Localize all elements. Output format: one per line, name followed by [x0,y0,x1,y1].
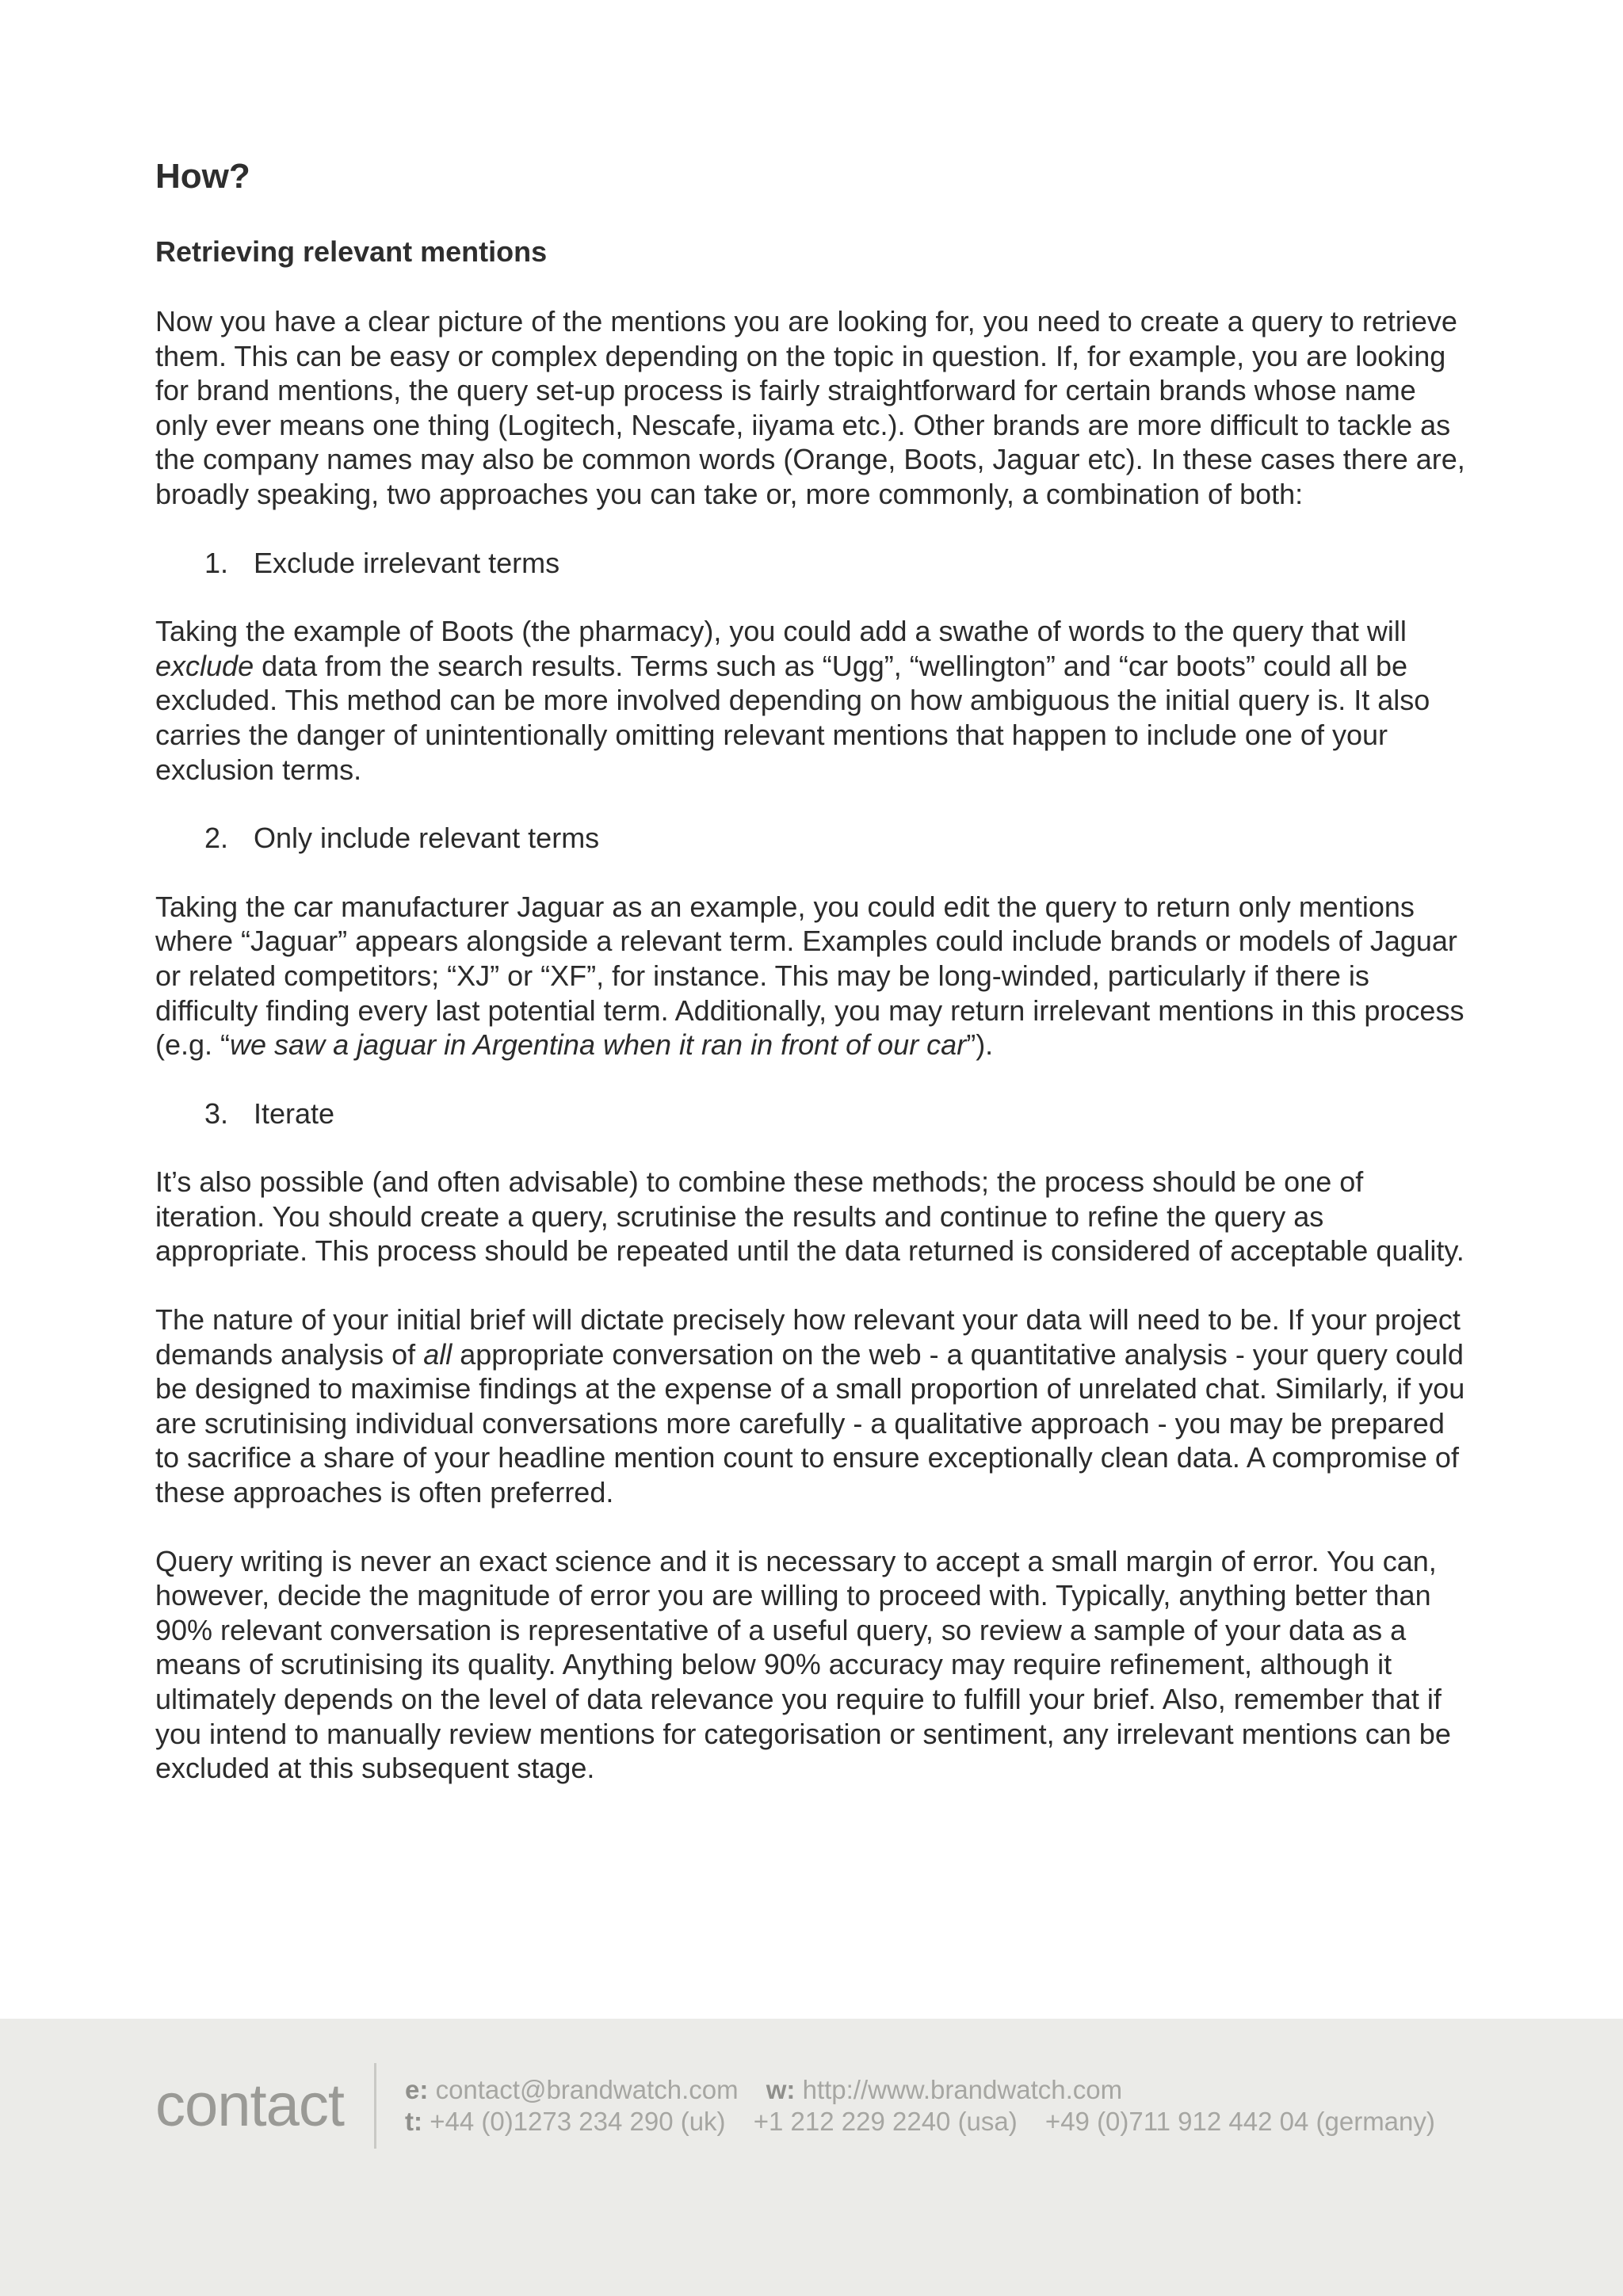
iterate-paragraph: It’s also possible (and often advisable) to combine these methods; the process should be one of iteration. You should create a query, scrutinise the results and continue to refine the query as appropriate. This process should be repeated until the data returned is considered of acceptable quality. [155,1165,1465,1268]
text-run: data from the search results. Terms such as “Ugg”, “wellington” and “car boots” could all be excluded. This method can be more involved depending on how ambiguous the initial query is. It also carries the danger of unintentionally omitting relevant mentions that happen to include one of your exclusion terms. [155,649,1430,786]
text-run: Taking the example of Boots (the pharmacy), you could add a swathe of words to the query that will [155,615,1407,648]
emphasis-text: all [423,1337,453,1371]
tel-usa: +1 212 229 2240 (usa) [753,2107,1018,2136]
contact-footer [0,2019,1623,2296]
numbered-item-2 [155,821,1471,856]
web-label: w: [766,2075,796,2104]
tel-label: t: [405,2107,423,2136]
accuracy-paragraph: Query writing is never an exact science and it is necessary to accept a small margin of error. You can, however, decide the magnitude of error you are willing to proceed with. Typically, anything better than 90% relevant conversation is representative of a useful query, so review a sample of your data as a means of scrutinising its quality. Anything below 90% accuracy may require refinement, although it ultimately depends on the level of data relevance you require to fulfill your brief. Also, remember that if you intend to manually review mentions for categorisation or sentiment, any irrelevant mentions can be excluded at this subsequent stage. [155,1544,1451,1785]
document-body [155,155,1471,1786]
tel-germany: +49 (0)711 912 442 04 (germany) [1044,2107,1435,2136]
item-number: 2. [204,822,229,855]
emphasis-text: exclude [155,649,254,682]
item-label: Iterate [254,1097,335,1130]
item-label: Only include relevant terms [254,822,600,855]
emphasis-text: we saw a jaguar in Argentina when it ran in front of our car [230,1028,967,1062]
page-heading: How? [155,157,250,196]
text-run: ”). [966,1028,994,1062]
item-label: Exclude irrelevant terms [254,546,560,579]
numbered-item-3 [155,1097,1471,1131]
item-number: 3. [204,1097,229,1130]
web-link[interactable]: http://www.brandwatch.com [802,2075,1123,2104]
section-subheading: Retrieving relevant mentions [155,235,548,268]
contact-details [405,2074,1435,2138]
text-run: Taking the car manufacturer Jaguar as an example, you could edit the query to return only mentions where “Jaguar” appears alongside a relevant term. Examples could include brands or models of Jaguar or related competitors; “XJ” or “XF”, for instance. This may be long-winded, particularly if there is difficulty finding every last potential term. Additionally, you may return irrelevant mentions in this process (e.g. “ [155,890,1465,1062]
footer-content [155,2063,1435,2149]
brief-paragraph [155,1302,1471,1510]
email-link[interactable]: contact@brandwatch.com [435,2075,739,2104]
item-number: 1. [204,546,229,579]
contact-logo-text: contact [155,2072,345,2139]
email-label: e: [405,2075,429,2104]
contact-line-email-web [405,2074,1435,2106]
text-run: appropriate conversation on the web - a quantitative analysis - your query could be designed to maximise findings at the expense of a small proportion of unrelated chat. Similarly, if you are scrutinising individual conversations more carefully - a qualitative approach - you may be prepared to sacrifice a share of your headline mention count to ensure exceptionally clean data. A compromise of these approaches is often preferred. [155,1337,1465,1509]
intro-paragraph: Now you have a clear picture of the mentions you are looking for, you need to create a query to retrieve them. This can be easy or complex depending on the topic in question. If, for example, you are looking for brand mentions, the query set-up process is fairly straightforward for certain brands whose name only ever means one thing (Logitech, Nescafe, iiyama etc.). Other brands are more difficult to tackle as the company names may also be common words (Orange, Boots, Jaguar etc). In these cases there are, broadly speaking, two approaches you can take or, more commonly, a combination of both: [155,305,1465,510]
include-paragraph [155,890,1471,1062]
footer-divider [374,2063,376,2149]
exclude-paragraph [155,614,1471,787]
tel-uk: +44 (0)1273 234 290 (uk) [430,2107,726,2136]
numbered-item-1 [155,546,1471,581]
text-run: The nature of your initial brief will dictate precisely how relevant your data will need to be. If your project demands analysis of [155,1303,1461,1371]
contact-line-phone [405,2106,1435,2138]
